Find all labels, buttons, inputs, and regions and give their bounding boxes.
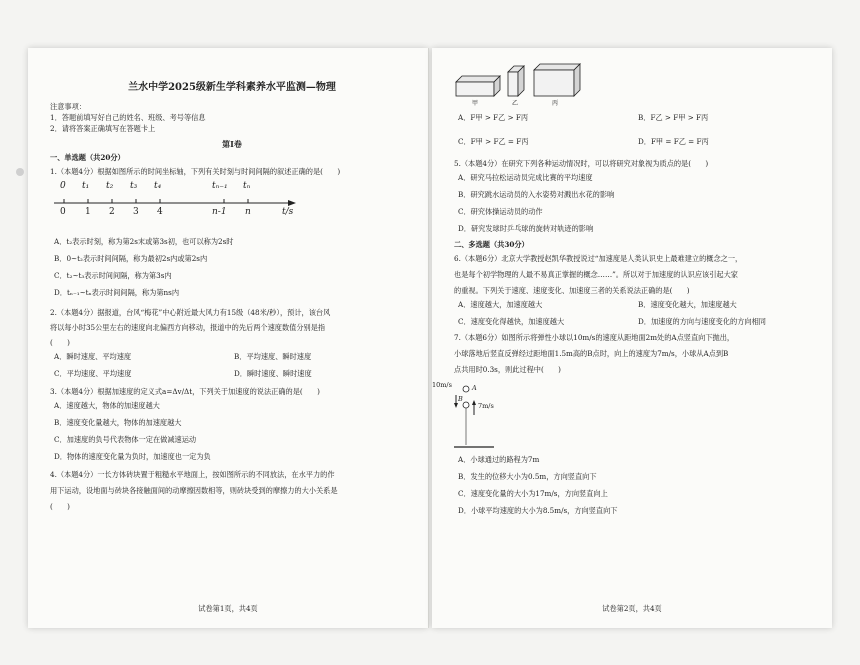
q7-option-c: C．速度变化量的大小为17m/s，方向竖直向上 <box>458 489 608 498</box>
question-4-line-3: ( ) <box>50 502 70 511</box>
q6-option-a: A．速度越大，加速度越大 <box>458 300 543 309</box>
question-7-line-1: 7.（本题6分）如图所示将弹性小球以10m/s的速度从距地面2m处的A点竖直向下抛出， <box>454 333 735 342</box>
axis-bottom-label: n-1 <box>212 207 227 217</box>
axis-top-label: tₙ <box>243 181 251 191</box>
q7-option-b: B．发生的位移大小为0.5m，方向竖直向下 <box>458 472 597 481</box>
question-6-line-1: 6.（本题6分）北京大学教授赵凯华教授说过“加速度是人类认识史上最难建立的概念之一， <box>454 254 743 263</box>
q3-option-b: B．速度变化量越大，物体的加速度越大 <box>54 418 182 427</box>
question-2-line-3: ( ) <box>50 338 70 347</box>
q4-option-a: A．F甲 > F乙 > F丙 <box>458 113 529 122</box>
q3-option-a: A．速度越大，物体的加速度越大 <box>54 401 160 410</box>
notice-heading: 注意事项： <box>50 102 86 111</box>
q2-option-d: D．瞬时速度、瞬时速度 <box>234 369 312 378</box>
axis-bottom-label: 3 <box>133 207 139 217</box>
question-2-line-1: 2.（本题4分）据报道，台风“梅花”中心附近最大风力有15级（48米/秒），预计，该台风 <box>50 308 331 317</box>
rebound-velocity-label: 7m/s <box>478 402 494 410</box>
q1-option-a: A．t₂表示时刻，称为第2s末或第3s初，也可以称为2s时 <box>54 237 234 246</box>
brick-figure <box>454 62 818 106</box>
bouncing-ball-figure <box>432 375 818 451</box>
question-6-line-3: 的重视。下列关于速度、速度变化、加速度三者的关系说法正确的是( ) <box>454 286 690 295</box>
q1-option-b: B．0~t₂表示时间间隔，称为最初2s内或第2s内 <box>54 254 208 263</box>
question-1-stem: 1.（本题4分）根据如图所示的时间坐标轴，下列有关时刻与时间间隔的叙述正确的是( ) <box>50 167 341 176</box>
notice-1: 1．答题前填写好自己的姓名、班级、考号等信息 <box>50 113 206 122</box>
question-7-line-3: 点共用时0.3s，则此过程中( ) <box>454 365 561 374</box>
axis-bottom-label: 1 <box>85 207 91 217</box>
question-7-line-2: 小球落地后竖直反弹经过距地面1.5m高的B点时，向上的速度为7m/s，小球从A点到B <box>454 349 729 358</box>
page-1-footer: 试卷第1页，共4页 <box>198 604 258 613</box>
question-2-line-2: 将以每小时35公里左右的速度向北偏西方向移动，报道中的先后两个速度数值分别是指 <box>50 323 326 332</box>
q4-option-b: B．F乙 > F甲 > F丙 <box>638 113 709 122</box>
q7-option-d: D．小球平均速度的大小为8.5m/s，方向竖直向下 <box>458 506 618 515</box>
q5-option-b: B．研究跳水运动员的入水姿势对溅出水花的影响 <box>458 190 615 199</box>
q7-option-a: A．小球通过的路程为7m <box>458 455 540 464</box>
binding-hole <box>16 168 24 176</box>
exam-page-2 <box>432 48 832 628</box>
axis-bottom-label: 4 <box>157 207 163 217</box>
q5-option-d: D．研究发球时乒乓球的旋转对轨迹的影响 <box>458 224 594 233</box>
point-a-label: A <box>472 384 477 392</box>
q2-options-row-2 <box>50 365 414 382</box>
q1-option-c: C．t₂~t₃表示时间间隔，称为第3s内 <box>54 271 172 280</box>
axis-top-label: t₄ <box>154 181 162 191</box>
axis-top-label: t₂ <box>106 181 114 191</box>
question-4-line-2: 用下运动，设地面与砖块各接触面间的动摩擦因数相等，则砖块受到的摩擦力的大小关系是 <box>50 486 338 495</box>
page-2-footer: 试卷第2页，共4页 <box>602 604 662 613</box>
q3-option-d: D．物体的速度变化量为负时，加速度也一定为负 <box>54 452 211 461</box>
axis-top-label: t₁ <box>82 181 90 191</box>
exam-title: 兰水中学2025级新生学科素养水平监测—物理 <box>128 82 336 93</box>
q6-options-row-1 <box>454 296 818 313</box>
section-multiple-choice: 二、多选题（共30分） <box>454 240 529 249</box>
axis-bottom-label: 2 <box>109 207 115 217</box>
brick-label-jia: 甲 <box>472 100 479 107</box>
q6-option-d: D．加速度的方向与速度变化的方向相同 <box>638 317 766 326</box>
brick-label-bing: 丙 <box>552 100 559 107</box>
q2-option-a: A．瞬时速度、平均速度 <box>54 352 132 361</box>
point-b-label: B <box>458 395 463 403</box>
q4-option-c: C．F甲 > F乙 = F丙 <box>458 137 529 146</box>
initial-velocity-label: 10m/s <box>432 381 452 389</box>
q2-option-b: B．平均速度、瞬时速度 <box>234 352 312 361</box>
axis-bottom-label: n <box>245 207 251 217</box>
q5-option-c: C．研究体操运动员的动作 <box>458 207 543 216</box>
question-4-line-1: 4.（本题4分）一长方体砖块置于粗糙水平地面上，按如图所示的不同放法，在水平力的作 <box>50 470 335 479</box>
axis-top-label: tₙ₋₁ <box>212 181 228 191</box>
axis-unit-label: t/s <box>282 207 294 217</box>
notice-2: 2．请将答案正确填写在答题卡上 <box>50 124 156 133</box>
question-6-line-2: 也是每个初学物理的人最不易真正掌握的概念……”。所以对于加速度的认识应该引起大家 <box>454 270 738 279</box>
q5-option-a: A．研究马拉松运动员完成比赛的平均速度 <box>458 173 593 182</box>
exam-page-1 <box>28 48 428 628</box>
q6-option-b: B．速度变化越大，加速度越大 <box>638 300 737 309</box>
question-5-stem: 5.（本题4分）在研究下列各种运动情况时，可以将研究对象视为质点的是( ) <box>454 159 709 168</box>
volume-heading: 第Ⅰ卷 <box>222 139 242 149</box>
q6-option-c: C．速度变化得越快，加速度越大 <box>458 317 565 326</box>
q2-options-row-1 <box>50 348 414 365</box>
q3-option-c: C．加速度的负号代表物体一定在做减速运动 <box>54 435 197 444</box>
question-3-stem: 3.（本题4分）根据加速度的定义式a=Δv/Δt，下列关于加速度的说法正确的是( ) <box>50 387 320 396</box>
q4-options-row-1 <box>454 106 818 130</box>
q2-option-c: C．平均速度、平均速度 <box>54 369 132 378</box>
axis-top-label: t₃ <box>130 181 138 191</box>
q6-options-row-2 <box>454 313 818 330</box>
axis-top-label: 0 <box>60 181 66 191</box>
axis-bottom-label: 0 <box>60 207 66 217</box>
time-axis-figure <box>50 181 414 227</box>
brick-label-yi: 乙 <box>512 100 519 107</box>
q4-option-d: D．F甲 = F乙 = F丙 <box>638 137 709 146</box>
page-fold <box>428 48 429 628</box>
q4-options-row-2 <box>454 130 818 154</box>
q1-option-d: D．tₙ₋₁~tₙ表示时间间隔，称为第ns内 <box>54 288 180 297</box>
section-single-choice: 一、单选题（共20分） <box>50 153 125 162</box>
